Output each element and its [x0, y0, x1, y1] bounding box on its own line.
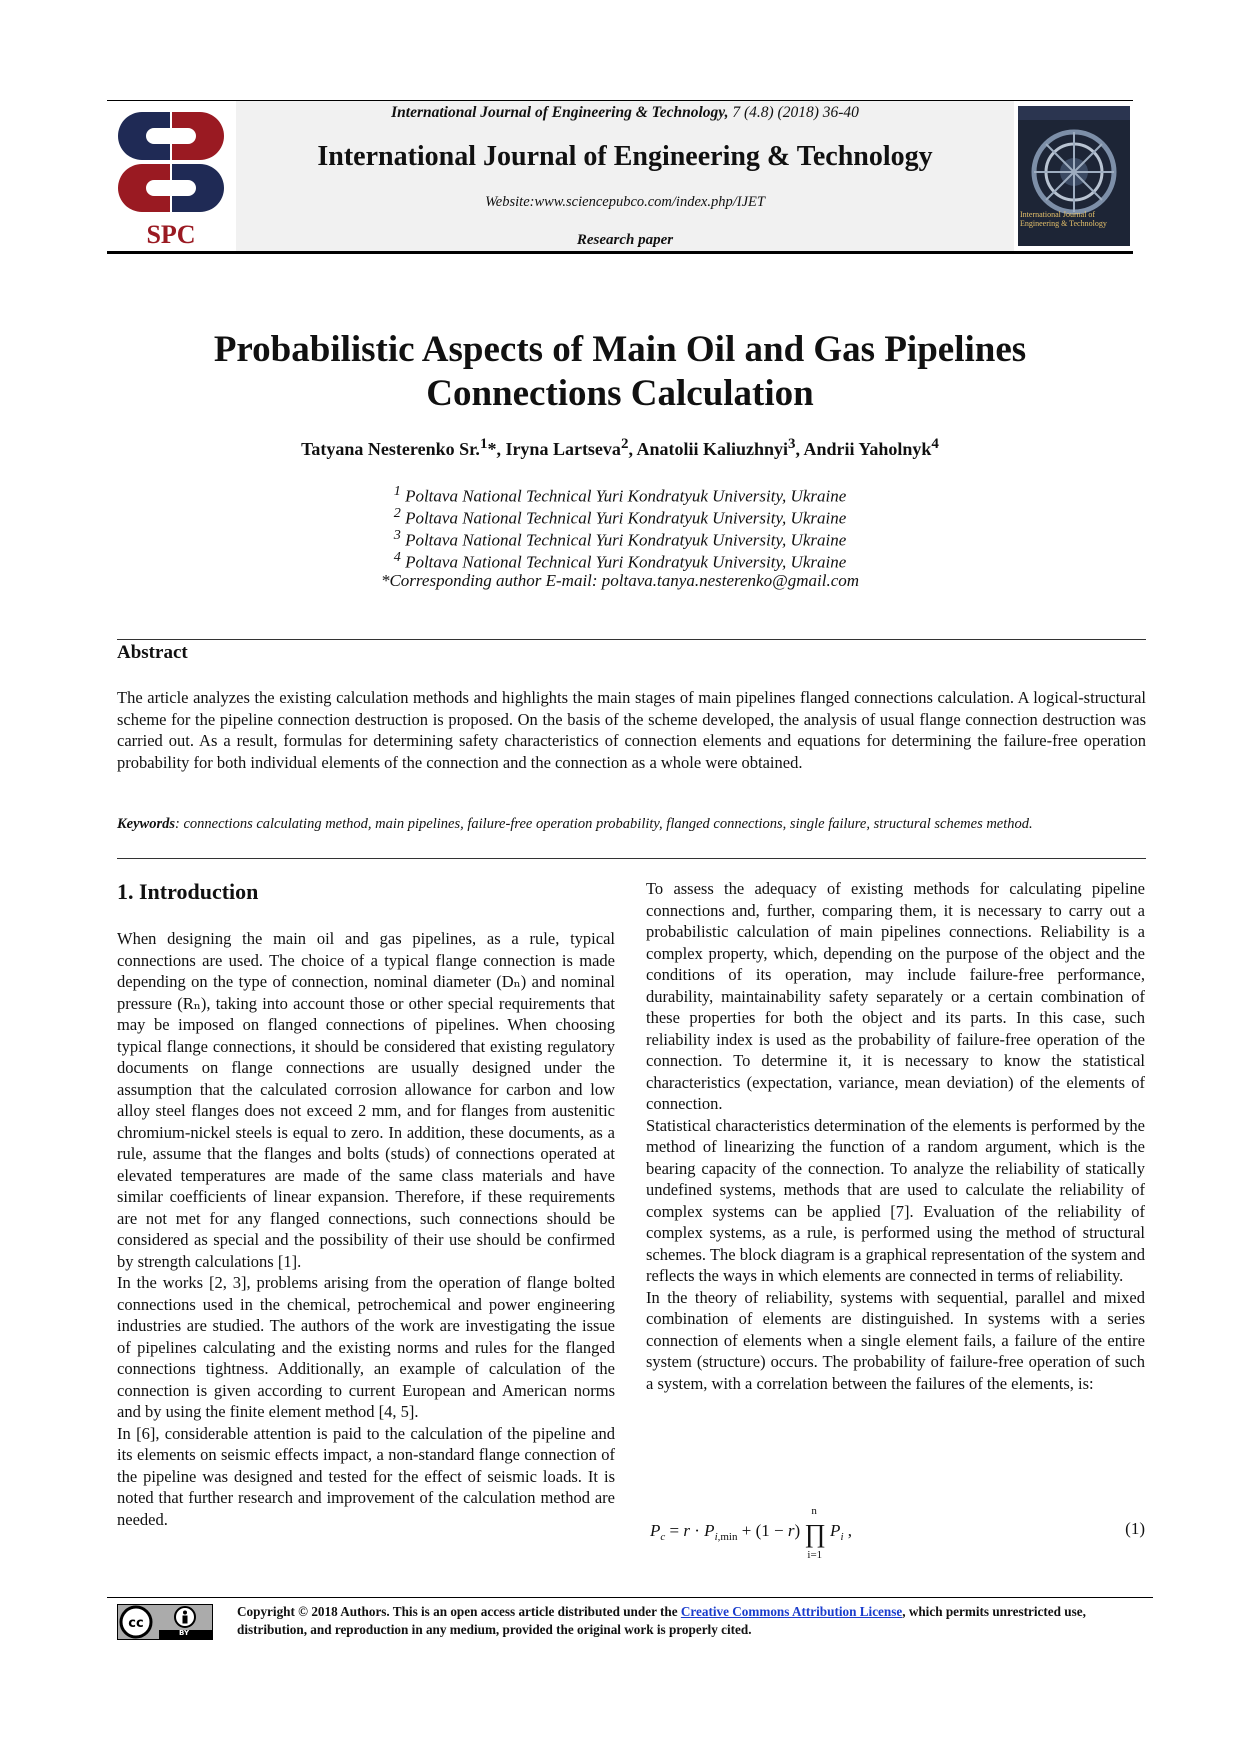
paragraph: In the works [2, 3], problems arising from the operation of flange bolted connections used in the chemical, petrochemical and power engineering industries are studied. The authors of the work are investigating the issue of pipelines calculating and the existing norms and rules for the flanged connections tightness. Additionally, an example of calculation of the connection is given according to current European and American norms and by using the finite element method [4, 5]. [117, 1273, 615, 1421]
affiliation-text: Poltava National Technical Yuri Kondratyuk University, Ukraine [405, 530, 847, 550]
paper-title-line-2: Connections Calculation [426, 373, 814, 414]
paper-type: Research paper [576, 232, 674, 248]
paragraph: In the theory of reliability, systems with sequential, parallel and mixed combination of elements are distinguished. In systems with a series connection of elements when a single element fails, a failure of the entire system (structure) occurs. The probability of failure-free operation of such a system, with a correlation between the failures of the elements, is: [646, 1287, 1145, 1393]
affiliation [140, 527, 1100, 551]
eq-lhs: P [650, 1521, 661, 1540]
abstract-heading: Abstract [117, 642, 188, 663]
eq-lhs-sub: c [660, 1531, 666, 1543]
corresponding-author: *Corresponding author E-mail: poltava.tanya.nesterenko@gmail.com [380, 571, 860, 590]
cc-by-license-icon[interactable] [117, 1604, 213, 1640]
equation-number: (1) [1125, 1519, 1145, 1538]
spc-logo-text: SPC [146, 220, 196, 249]
header-bottom-rule [107, 251, 1133, 254]
author-list: Tatyana Nesterenko Sr.$^1$*, Iryna Lartseva$^2$, Anatolii Kaliuzhnyi$^3$, Andrii Yaholnyk$^4$ [301, 436, 939, 459]
journal-name-italic: International Journal of Engineering & Technology, [391, 104, 729, 121]
keywords [117, 815, 1146, 834]
right-column [646, 878, 1145, 1394]
paper-title [140, 328, 1100, 416]
affiliation-sup: 4 [393, 549, 401, 565]
cover-label: International Journal of Engineering & Technology [1020, 210, 1107, 228]
keywords-text: : connections calculating method, main pipelines, failure-free operation probability, flanged connections, single failure, structural schemes method. [175, 816, 1033, 832]
eq-tail: , [843, 1521, 852, 1540]
journal-cover-image [1018, 106, 1130, 246]
affiliation-sup: 1 [393, 483, 401, 499]
paragraph: In [6], considerable attention is paid to the calculation of the pipeline and its elements on seismic effects impact, a non-standard flange connection of the pipeline was designed and tested for the effect of seismic loads. It is noted that further research and improvement of the calculation method are needed. [117, 1423, 615, 1529]
eq-p-term: P [704, 1521, 715, 1540]
paragraph: To assess the adequacy of existing methods for calculating pipeline connections and, further, comparing them, it is necessary to carry out a probabilistic calculation of main pipelines connections. Reliability is a complex property, which, depending on the purpose of the object and the conditions of its operation, may include failure-free performance, durability, maintainability safety separately or a certain combination of these properties for both the object and its parts. In this case, such reliability index is used as the probability of failure-free operation of the connection. To determine it, it is necessary to know the statistical characteristics (expectation, variance, mean deviation) of the elements of connection. [646, 879, 1145, 1113]
eq-pi-sub: i [840, 1531, 844, 1543]
paper-title-line-1: Probabilistic Aspects of Main Oil and Gas Pipelines [213, 329, 1027, 370]
product-symbol-icon: ∏ n i=1 [804, 1505, 826, 1561]
footer-rule [107, 1597, 1153, 1598]
copyright-suffix: , which permits unrestricted use, distribution, and reproduction in any medium, provided the original work is properly cited. [237, 1604, 1086, 1637]
affiliation-sup: 2 [393, 505, 401, 521]
journal-volume: 7 (4.8) (2018) 36-40 [732, 104, 859, 121]
author-sup: 3 [788, 436, 796, 452]
keywords-bottom-rule [117, 858, 1146, 859]
affiliation-text: Poltava National Technical Yuri Kondratyuk University, Ukraine [405, 508, 847, 528]
eq-factor-r: r [787, 1521, 795, 1540]
author-sup: 1 [479, 436, 488, 452]
affiliation-sup: 3 [393, 527, 401, 543]
journal-website[interactable]: Website:www.sciencepubco.com/index.php/IJET [485, 194, 765, 210]
copyright-notice [237, 1603, 1147, 1638]
affiliation-text: Poltava National Technical Yuri Kondratyuk University, Ukraine [405, 552, 847, 572]
affiliation-text: Poltava National Technical Yuri Kondratyuk University, Ukraine [405, 486, 847, 506]
affiliation [140, 549, 1100, 573]
abstract-top-rule [117, 639, 1146, 640]
eq-p-sub: i, [714, 1531, 721, 1543]
author-name: Iryna Lartseva [505, 439, 621, 459]
eq-prod-top: n [811, 1505, 817, 1517]
author-name: Tatyana Nesterenko Sr. [301, 439, 480, 459]
author-name: Andrii Yaholnyk [803, 439, 932, 459]
keywords-label: Keywords [117, 816, 175, 832]
paragraph: Statistical characteristics determination of the elements is performed by the method of linearizing the function of a random argument, which is the bearing capacity of the connection. To analyze the reliability of statically undefined systems, methods that are used to calculate the reliability of complex systems can be applied [7]. Evaluation of the reliability of complex systems, as a rule, is performed using the method of structural schemes. The block diagram is a graphical representation of the system and reflects the ways in which elements are connected in terms of reliability. [646, 1115, 1145, 1285]
eq-r: r [683, 1521, 690, 1540]
journal-citation-line [236, 104, 1014, 122]
eq-pi-term: P [830, 1521, 841, 1540]
equation-body: $P_c = r \cdot P_{i,min} + (1 - r)$ ∏ n i=1 $P_i$ , [650, 1505, 852, 1561]
section-heading-introduction: 1. Introduction [117, 879, 259, 904]
eq-factor-close: ) [794, 1521, 801, 1540]
author-sup: 2 [620, 436, 629, 452]
corresponding-mark: * [487, 439, 497, 459]
header-band [236, 101, 1014, 251]
author-sup: 4 [931, 436, 939, 452]
eq-plus: + [741, 1521, 752, 1540]
eq-dot: · [694, 1521, 700, 1540]
author-name: Anatolii Kaliuzhnyi [636, 439, 788, 459]
affiliation [140, 505, 1100, 529]
license-link[interactable]: Creative Commons Attribution License [680, 1604, 903, 1619]
abstract-text: The article analyzes the existing calculation methods and highlights the main stages of main pipelines flanged connections calculation. A logical-structural scheme for the pipeline connection destruction is proposed. On the basis of the scheme developed, the analysis of usual flange connection destruction was carried out. As a result, formulas for determining safety characteristics of connection elements and equations for determining the failure-free operation probability for both individual elements of the connection and the connection as a whole were obtained. [117, 688, 1146, 772]
cc-badge-text: BY [179, 1629, 190, 1637]
paragraph: When designing the main oil and gas pipelines, as a rule, typical connections are used. The choice of a typical flange connection is made depending on the type of connection, nominal diameter (Dₙ) and nominal pressure (Rₙ), taking into account those or other special requirements that may be imposed on flanged connections of pipelines. When choosing typical flange connections, it should be considered that existing regulatory documents on flange connections are usually designed under the assumption that the calculated corrosion allowance for carbon and low alloy steel flanges does not exceed 2 mm, and for flanges from austenitic chromium-nickel steels is equal to zero. In addition, these documents, as a rule, assume that the flanges and bolts (studs) of connections operated at elevated temperatures are made of the same class materials and have similar coefficients of linear expansion. Therefore, if these requirements are not met for any flanged connections, such connections should be considered as special and the possibility of their use should be confirmed by strength calculations [1]. [117, 929, 615, 1271]
eq-factor: (1 − [755, 1521, 788, 1540]
copyright-prefix: Copyright © 2018 Authors. This is an open access article distributed under the [237, 1604, 681, 1619]
svg-text:cc: cc [128, 1616, 144, 1631]
eq-p-sub-min: min [720, 1531, 738, 1543]
equation-1 [650, 1505, 1145, 1568]
eq-prod-bottom: i=1 [807, 1549, 823, 1561]
journal-title: International Journal of Engineering & Technology [317, 141, 933, 172]
affiliation [140, 483, 1100, 507]
left-column [117, 928, 615, 1530]
